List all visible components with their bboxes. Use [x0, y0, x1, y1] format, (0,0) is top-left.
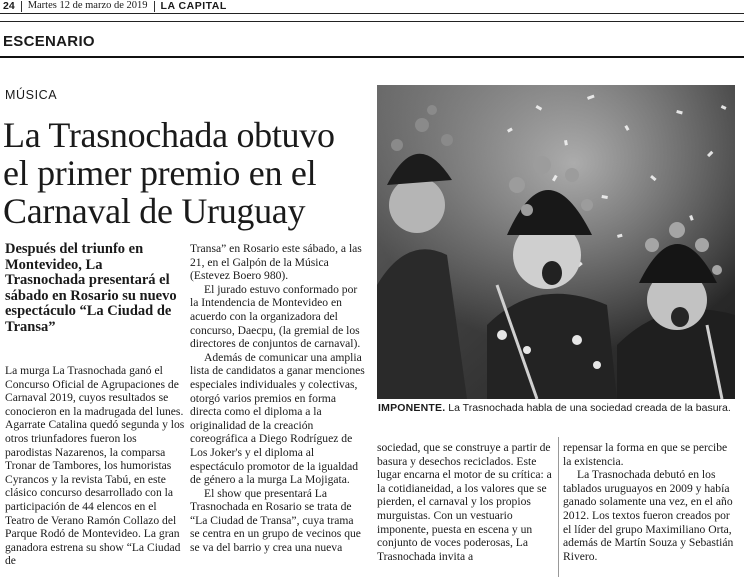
- headline-line: Carnaval de Uruguay: [3, 191, 306, 231]
- header-divider: [154, 1, 155, 12]
- header-rule: [0, 13, 744, 14]
- page-header: [0, 0, 744, 14]
- issue-date: Martes 12 de marzo de 2019: [27, 0, 148, 11]
- body-paragraph: Además de comunicar una amplia lista de candidatos a ganar menciones especiales individuales y colectivas, otorgó varios premios en forma directa como el diploma a la originalidad de la creación coreográfica a Diego Rodríguez de Los Joker's y el diploma al espectáculo promotor de la igualdad de género a la murga La Mojigata.: [190, 350, 365, 487]
- caption-label: IMPONENTE.: [378, 402, 446, 414]
- body-paragraph: La murga La Trasnochada ganó el Concurso Oficial de Agrupaciones de Carnaval 2019, cuyos resultados se conocieron en la madrugada del lunes. Agarrate Catalina quedó segunda y los otros triunfadores fueron los parodistas Nazarenos, la comparsa Tronar de Tambores, los humoristas Cyrancos y la revista Tabú, en este clásico concurso desarrollado con la participación de 44 elencos en el Teatro de Verano Ramón Collazo del Parque Rodó de Montevideo. La gran ganadora estrena su show “La Ciudad de: [5, 364, 185, 568]
- publication-name: LA CAPITAL: [160, 0, 227, 12]
- headline-line: La Trasnochada obtuvo: [3, 115, 335, 155]
- article-lede: Después del triunfo en Montevideo, La Trasnochada presentará el sábado en Rosario su nuevo espectáculo “La Ciudad de Transa”: [5, 241, 177, 335]
- caption-text: La Trasnochada habla de una sociedad creada de la basura.: [445, 402, 731, 414]
- body-column-3: [377, 441, 555, 563]
- section-top-rule: [0, 21, 744, 22]
- body-paragraph: El show que presentará La Trasnochada en Rosario se trata de “La Ciudad de Transa”, cuya trama se centra en un grupo de vecinos que se va del barrio y crea una nueva: [190, 486, 361, 555]
- body-paragraph: La Trasnochada debutó en los tablados uruguayos en 2009 y había ganado solamente una vez, en el año 2012. Los textos fueron creados por el líder del grupo Maximiliano Orta, además de Martín Souza y Sebastián Rivero.: [563, 468, 734, 563]
- headline: [3, 116, 375, 230]
- header-divider: [21, 1, 22, 12]
- body-paragraph: sociedad, que se construye a partir de basura y desechos reciclados. Este lugar encarna el motor de su crítica: a la cotidianeidad, a los valores que se pierden, el carnaval y los propios murguistas. Con un vestuario imponente, puesta en escena y un conjunto de voces poderosas, La Trasnochada invita a: [377, 441, 552, 563]
- section-rule: [0, 56, 744, 58]
- carnival-murga-photo-icon: [377, 85, 735, 399]
- kicker: MÚSICA: [5, 88, 58, 102]
- body-paragraph: repensar la forma en que se percibe la existencia.: [563, 441, 728, 468]
- section-title: ESCENARIO: [3, 33, 95, 50]
- body-column-1: [5, 364, 185, 568]
- article-photo: [377, 85, 735, 399]
- body-column-4: [563, 441, 738, 563]
- page-number: 24: [3, 0, 15, 12]
- body-column-2: [190, 242, 366, 555]
- body-paragraph: Transa” en Rosario este sábado, a las 21, en el Galpón de la Música (Estevez Boero 980).: [190, 242, 362, 283]
- headline-line: el primer premio en el: [3, 153, 317, 193]
- body-paragraph: El jurado estuvo conformado por la Intendencia de Montevideo en acuerdo con la organizadora del concurso, Daecpu, (la gremial de los directores de conjuntos de carnaval).: [190, 282, 361, 351]
- column-divider: [558, 437, 559, 577]
- photo-caption: [378, 402, 738, 415]
